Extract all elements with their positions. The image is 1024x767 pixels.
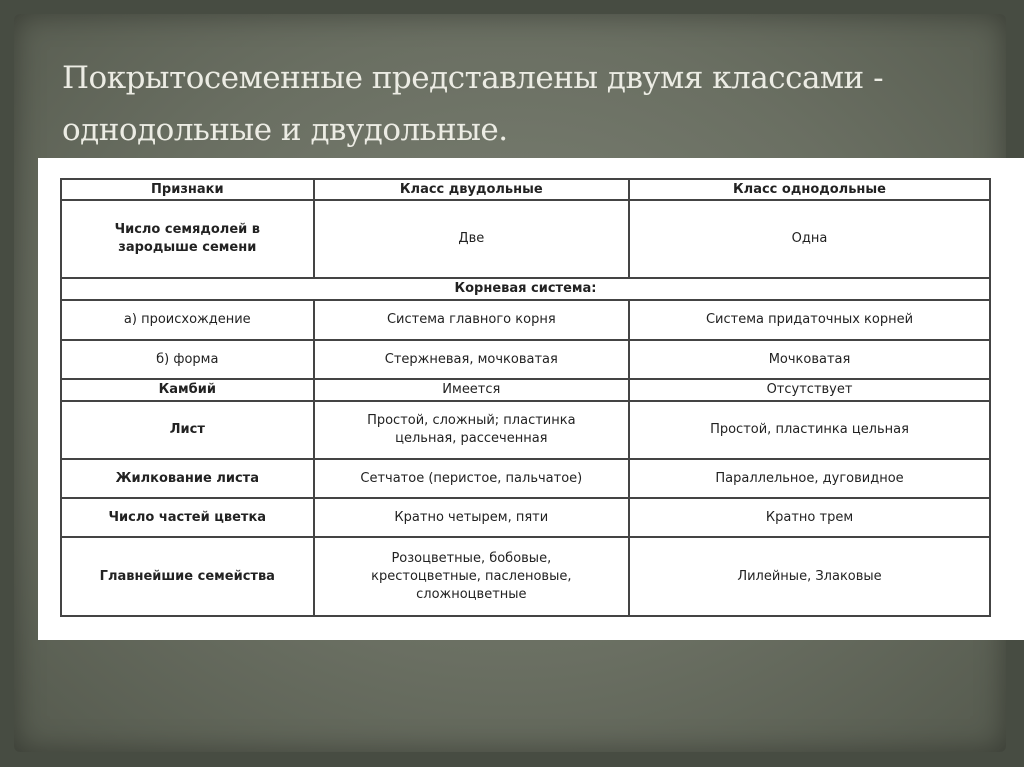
dicot-cell: Две bbox=[314, 200, 629, 278]
table-panel bbox=[38, 158, 1024, 640]
dicot-cell: Кратно четырем, пяти bbox=[314, 498, 629, 537]
table-row bbox=[61, 300, 990, 340]
dicot-cell: Розоцветные, бобовые, крестоцветные, пасленовые, сложноцветные bbox=[314, 537, 629, 616]
monocot-cell: Одна bbox=[629, 200, 990, 278]
title-line-1: Покрытосеменные представлены двумя классами - bbox=[62, 60, 884, 96]
header-feature: Признаки bbox=[61, 179, 314, 200]
feature-cell: Жилкование листа bbox=[61, 459, 314, 498]
monocot-cell: Система придаточных корней bbox=[629, 300, 990, 340]
dicot-cell: Стержневая, мочковатая bbox=[314, 340, 629, 379]
feature-cell: Камбий bbox=[61, 379, 314, 401]
dicot-cell: Система главного корня bbox=[314, 300, 629, 340]
feature-cell: Лист bbox=[61, 401, 314, 459]
monocot-cell: Мочковатая bbox=[629, 340, 990, 379]
table-row bbox=[61, 498, 990, 537]
monocot-cell: Простой, пластинка цельная bbox=[629, 401, 990, 459]
header-dicot: Класс двудольные bbox=[314, 179, 629, 200]
comparison-table bbox=[60, 178, 991, 617]
monocot-cell: Лилейные, Злаковые bbox=[629, 537, 990, 616]
monocot-cell: Параллельное, дуговидное bbox=[629, 459, 990, 498]
table-row bbox=[61, 459, 990, 498]
feature-cell: а) происхождение bbox=[61, 300, 314, 340]
header-monocot: Класс однодольные bbox=[629, 179, 990, 200]
table-row bbox=[61, 537, 990, 616]
header-row bbox=[61, 179, 990, 200]
table-row bbox=[61, 401, 990, 459]
dicot-cell: Сетчатое (перистое, пальчатое) bbox=[314, 459, 629, 498]
table-row bbox=[61, 340, 990, 379]
slide-title bbox=[62, 52, 992, 156]
feature-cell: Число семядолей в зародыше семени bbox=[61, 200, 314, 278]
section-cell: Корневая система: bbox=[61, 278, 990, 300]
table-row bbox=[61, 200, 990, 278]
table-row bbox=[61, 379, 990, 401]
monocot-cell: Кратно трем bbox=[629, 498, 990, 537]
feature-cell: Главнейшие семейства bbox=[61, 537, 314, 616]
monocot-cell: Отсутствует bbox=[629, 379, 990, 401]
dicot-cell: Простой, сложный; пластинка цельная, рассеченная bbox=[314, 401, 629, 459]
section-row bbox=[61, 278, 990, 300]
title-line-2: однодольные и двудольные. bbox=[62, 112, 508, 148]
dicot-cell: Имеется bbox=[314, 379, 629, 401]
feature-cell: Число частей цветка bbox=[61, 498, 314, 537]
feature-cell: б) форма bbox=[61, 340, 314, 379]
